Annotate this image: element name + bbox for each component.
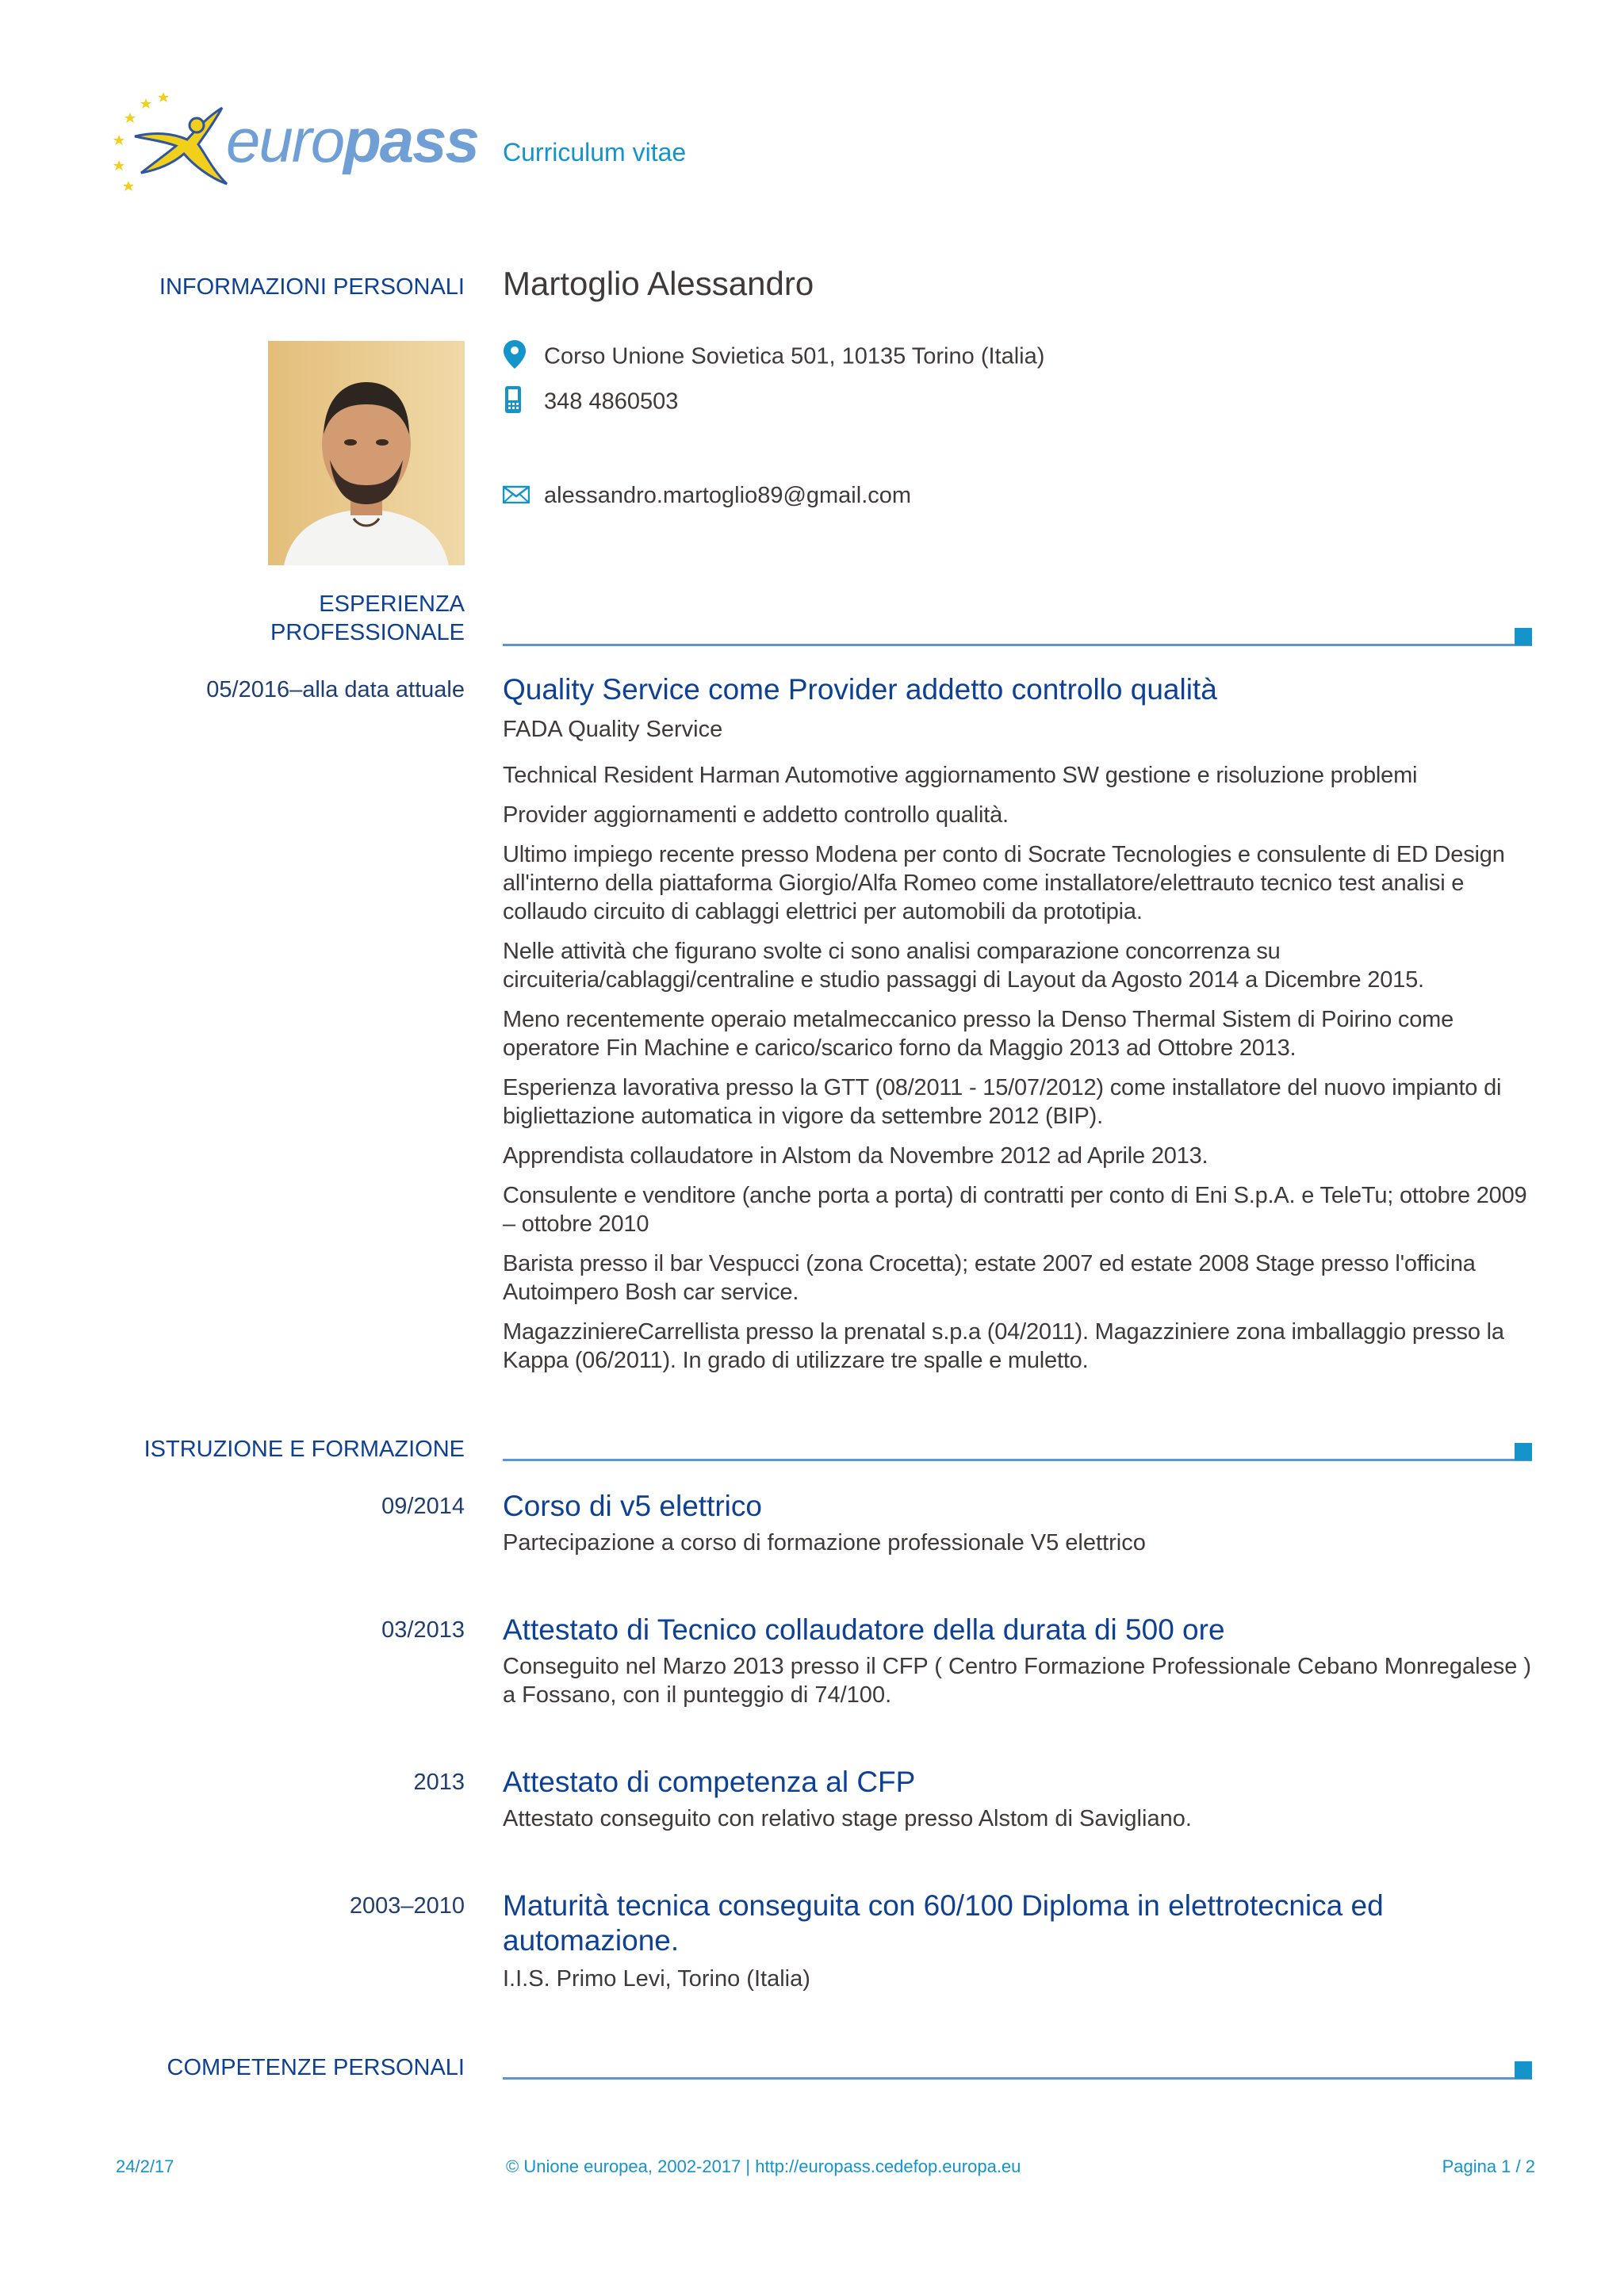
address-text: Corso Unione Sovietica 501, 10135 Torino (Italia) xyxy=(544,343,1045,369)
experience-paragraph: Ultimo impiego recente presso Modena per conto di Socrate Tecnologies e consulente di ED Design all'interno della piattaforma Giorgio/Alfa Romeo come installatore/elettrauto tecnico test analisi e collaudo circuito di cablaggi elettrici per automobili da prototipia. xyxy=(503,842,1505,924)
contact-phone xyxy=(503,385,678,420)
mobile-phone-icon xyxy=(503,385,530,420)
education-title: Attestato di competenza al CFP xyxy=(503,1766,916,1798)
footer-date: 24/2/17 xyxy=(116,2156,174,2176)
section-label-skills: COMPETENZE PERSONALI xyxy=(167,2055,465,2080)
experience-paragraph: Meno recentemente operaio metalmeccanico presso la Denso Thermal Sistem di Poirino come operatore Fin Machine e carico/scarico forno da Maggio 2013 ad Ottobre 2013. xyxy=(503,1007,1454,1061)
logo-text-euro: euro xyxy=(226,105,344,175)
section-divider-experience xyxy=(503,644,1532,646)
footer-page-number: Pagina 1 / 2 xyxy=(1442,2156,1535,2176)
europass-star-figure-icon xyxy=(111,87,230,198)
section-label-experience-line1: ESPERIENZA xyxy=(319,591,465,617)
section-label-experience xyxy=(270,590,465,647)
section-divider-skills xyxy=(503,2077,1532,2080)
experience-date: 05/2016–alla data attuale xyxy=(206,677,465,702)
education-title: Corso di v5 elettrico xyxy=(503,1490,762,1522)
contact-email xyxy=(503,483,911,510)
profile-photo xyxy=(268,341,465,565)
education-detail: Attestato conseguito con relativo stage presso Alstom di Savigliano. xyxy=(503,1806,1192,1831)
experience-description xyxy=(503,761,1534,1386)
europass-wordmark xyxy=(226,105,478,177)
experience-paragraph: Barista presso il bar Vespucci (zona Crocetta); estate 2007 ed estate 2008 Stage presso l'officina Autoimpero Bosh car service. xyxy=(503,1251,1476,1305)
section-divider-square xyxy=(1515,1443,1532,1460)
experience-paragraph: Esperienza lavorativa presso la GTT (08/2011 - 15/07/2012) come installatore del nuovo impianto di bigliettazione automatica in vigore da settembre 2012 (BIP). xyxy=(503,1075,1502,1129)
experience-paragraph: Technical Resident Harman Automotive aggiornamento SW gestione e risoluzione problemi xyxy=(503,763,1418,788)
envelope-icon xyxy=(503,484,530,510)
experience-employer: FADA Quality Service xyxy=(503,717,723,742)
education-detail: I.I.S. Primo Levi, Torino (Italia) xyxy=(503,1966,810,1992)
europass-logo xyxy=(111,87,476,198)
education-date: 2003–2010 xyxy=(349,1893,465,1919)
education-detail: Conseguito nel Marzo 2013 presso il CFP ( Centro Formazione Professionale Cebano Monregalese ) a Fossano, con il punteggio di 74/100. xyxy=(503,1654,1532,1708)
experience-title: Quality Service come Provider addetto controllo qualità xyxy=(503,673,1217,706)
phone-text[interactable]: 348 4860503 xyxy=(544,388,679,415)
section-label-experience-line2: PROFESSIONALE xyxy=(270,620,465,645)
education-title: Maturità tecnica conseguita con 60/100 Diploma in elettrotecnica ed automazione. xyxy=(503,1889,1384,1957)
document-title: Curriculum vitae xyxy=(503,138,687,166)
contact-address xyxy=(503,339,1044,376)
section-divider-education xyxy=(503,1459,1532,1461)
section-label-personal-info: INFORMAZIONI PERSONALI xyxy=(159,274,465,300)
footer-copyright[interactable]: © Unione europea, 2002-2017 | http://europass.cedefop.europa.eu xyxy=(506,2156,1021,2176)
logo-text-pass: pass xyxy=(343,105,478,175)
experience-paragraph: Nelle attività che figurano svolte ci sono analisi comparazione concorrenza su circuiteria/cablaggi/centraline e studio passaggi di Layout da Agosto 2014 a Dicembre 2015. xyxy=(503,939,1424,993)
email-text[interactable]: alessandro.martoglio89@gmail.com xyxy=(544,483,912,508)
education-date: 03/2013 xyxy=(381,1617,465,1643)
education-detail: Partecipazione a corso di formazione professionale V5 elettrico xyxy=(503,1530,1146,1556)
education-title: Attestato di Tecnico collaudatore della durata di 500 ore xyxy=(503,1613,1225,1646)
section-divider-square xyxy=(1515,2061,1532,2079)
map-pin-icon xyxy=(503,339,530,376)
experience-paragraph: Consulente e venditore (anche porta a porta) di contratti per conto di Eni S.p.A. e TeleTu; ottobre 2009 – ottobre 2010 xyxy=(503,1183,1527,1237)
candidate-name: Martoglio Alessandro xyxy=(503,265,814,302)
education-date: 2013 xyxy=(413,1770,465,1795)
section-label-education: ISTRUZIONE E FORMAZIONE xyxy=(144,1437,465,1462)
experience-paragraph: Provider aggiornamenti e addetto controllo qualità. xyxy=(503,802,1009,828)
experience-paragraph: Apprendista collaudatore in Alstom da Novembre 2012 ad Aprile 2013. xyxy=(503,1143,1208,1169)
experience-paragraph: MagazziniereCarrellista presso la prenatal s.p.a (04/2011). Magazziniere zona imballaggio presso la Kappa (06/2011). In grado di utilizzare tre spalle e muletto. xyxy=(503,1319,1504,1373)
education-date: 09/2014 xyxy=(381,1494,465,1519)
section-divider-square xyxy=(1515,628,1532,645)
